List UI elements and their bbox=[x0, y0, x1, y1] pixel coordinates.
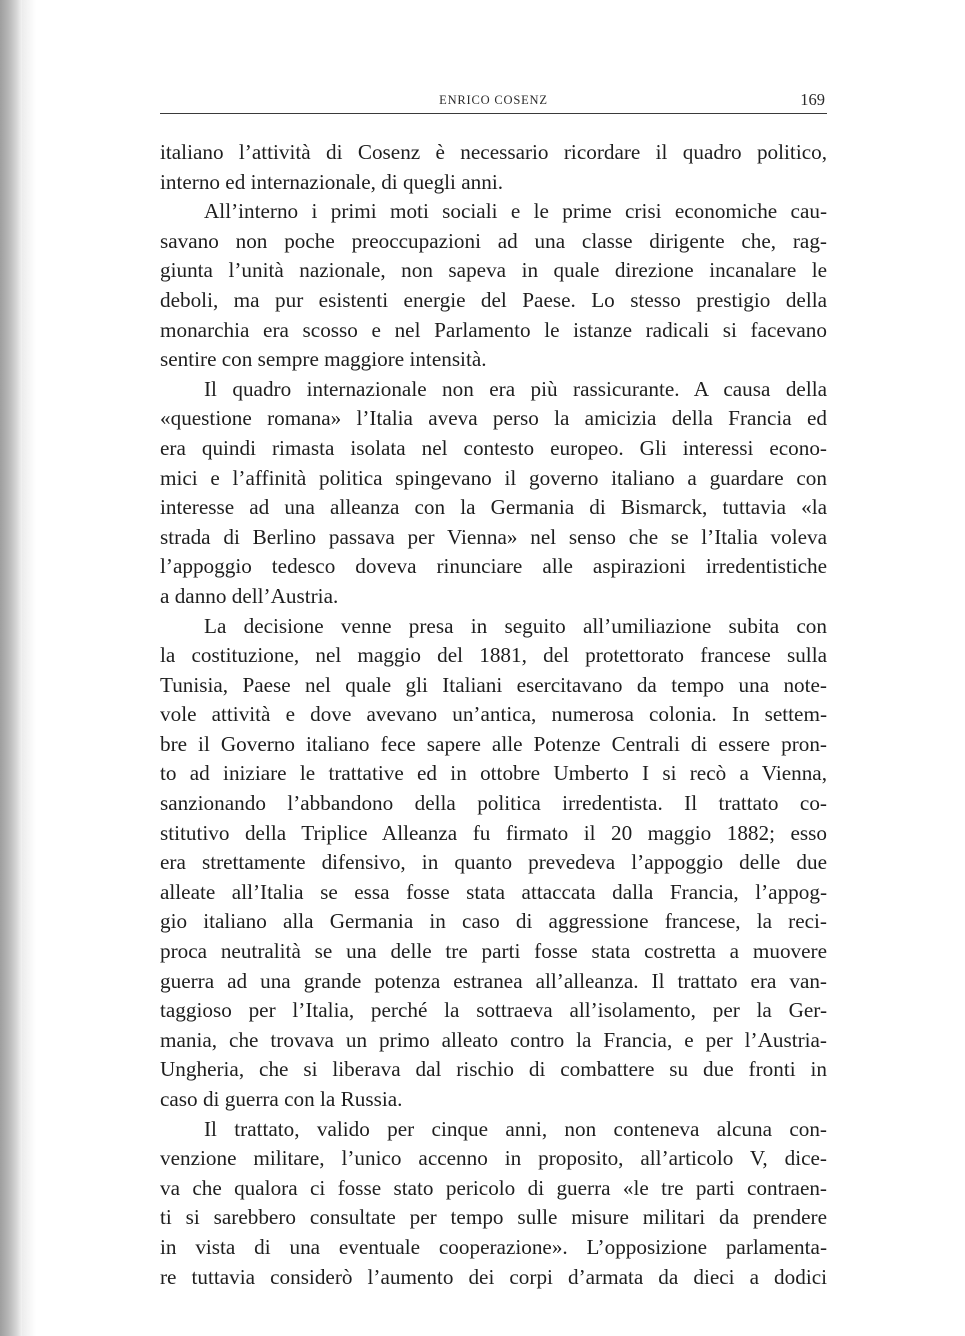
text-line: savano non poche preoccupazioni ad una classe dirigente che, rag- bbox=[160, 228, 827, 253]
text-line: interesse ad una alleanza con la Germania di Bismarck, tuttavia «la bbox=[160, 495, 827, 520]
text-line: a danno dell’Austria. bbox=[160, 583, 339, 608]
text-line: La decisione venne presa in seguito all’umiliazione subita con bbox=[204, 613, 827, 638]
body-text bbox=[160, 138, 827, 1292]
text-line: italiano l’attività di Cosenz è necessario ricordare il quadro politico, bbox=[160, 140, 827, 164]
text-line: Il quadro internazionale non era più rassicurante. A causa della bbox=[204, 376, 827, 401]
text-line: proca neutralità se una delle tre parti fosse stata costretta a muovere bbox=[160, 939, 827, 964]
text-line: giunta l’unità nazionale, non sapeva in quale direzione incanalare le bbox=[160, 258, 827, 283]
text-line: era strettamente difensivo, in quanto prevedeva l’appoggio delle due bbox=[160, 850, 827, 875]
text-line: sentire con sempre maggiore intensità. bbox=[160, 347, 487, 372]
text-line: interno ed internazionale, di quegli anni. bbox=[160, 169, 504, 194]
text-line: bre il Governo italiano fece sapere alle Potenze Centrali di essere pron- bbox=[160, 731, 827, 756]
text-line: Ungheria, che si liberava dal rischio di combattere su due fronti in bbox=[160, 1057, 827, 1082]
text-line: gio italiano alla Germania in caso di aggressione francese, la reci- bbox=[160, 909, 827, 934]
text-line: taggioso per l’Italia, perché la sottraeva all’isolamento, per la Ger- bbox=[160, 998, 827, 1023]
scan-binding-shadow bbox=[0, 0, 22, 1336]
text-line: sanzionando l’abbandono della politica irredentista. Il trattato co- bbox=[160, 791, 827, 816]
text-line: Tunisia, Paese nel quale gli Italiani esercitavano da tempo una note- bbox=[160, 672, 827, 697]
text-line: to ad iniziare le trattative ed in ottobre Umberto I si recò a Vienna, bbox=[160, 761, 827, 786]
text-line: mici e l’affinità politica spingevano il governo italiano a guardare con bbox=[160, 465, 827, 490]
text-line: vole attività e dove avevano un’antica, numerosa colonia. In settem- bbox=[160, 702, 827, 727]
text-line: in vista di una eventuale cooperazione». L’opposizione parlamenta- bbox=[160, 1234, 827, 1259]
running-head: ENRICO COSENZ bbox=[439, 93, 548, 107]
text-line: All’interno i primi moti sociali e le prime crisi economiche cau- bbox=[204, 199, 827, 224]
text-line: ti si sarebbero consultate per tempo sulle misure militari da prendere bbox=[160, 1205, 827, 1230]
text-line: guerra ad una grande potenza estranea all’alleanza. Il trattato era van- bbox=[160, 968, 827, 993]
text-line: re tuttavia considerò l’aumento dei corpi d’armata da dieci a dodici bbox=[160, 1264, 827, 1289]
text-line: va che qualora ci fosse stato pericolo di guerra «le tre parti contraen- bbox=[160, 1175, 827, 1200]
text-line: alleate all’Italia se essa fosse stata attaccata dalla Francia, l’appog- bbox=[160, 879, 827, 904]
text-line: era quindi rimasta isolata nel contesto europeo. Gli interessi econo- bbox=[160, 435, 827, 460]
text-line: caso di guerra con la Russia. bbox=[160, 1087, 403, 1111]
text-line: la costituzione, nel maggio del 1881, del protettorato francese sulla bbox=[160, 643, 827, 668]
text-line: Il trattato, valido per cinque anni, non conteneva alcuna con- bbox=[204, 1116, 827, 1141]
page-number: 169 bbox=[800, 90, 825, 109]
text-line: venzione militare, l’unico accenno in proposito, all’articolo V, dice- bbox=[160, 1146, 827, 1171]
text-line: «questione romana» l’Italia aveva perso la amicizia della Francia ed bbox=[160, 406, 827, 431]
text-line: mania, che trovava un primo alleato contro la Francia, e per l’Austria- bbox=[160, 1027, 827, 1052]
text-line: stitutivo della Triplice Alleanza fu firmato il 20 maggio 1882; esso bbox=[160, 820, 827, 845]
text-line: strada di Berlino passava per Vienna» nel senso che se l’Italia voleva bbox=[160, 524, 827, 549]
text-line: l’appoggio tedesco doveva rinunciare alle aspirazioni irredentistiche bbox=[160, 554, 827, 579]
text-line: monarchia era scosso e nel Parlamento le istanze radicali si facevano bbox=[160, 317, 827, 342]
scan-gutter bbox=[22, 0, 36, 1336]
text-line: deboli, ma pur esistenti energie del Paese. Lo stesso prestigio della bbox=[160, 287, 827, 312]
page-header bbox=[160, 89, 827, 114]
